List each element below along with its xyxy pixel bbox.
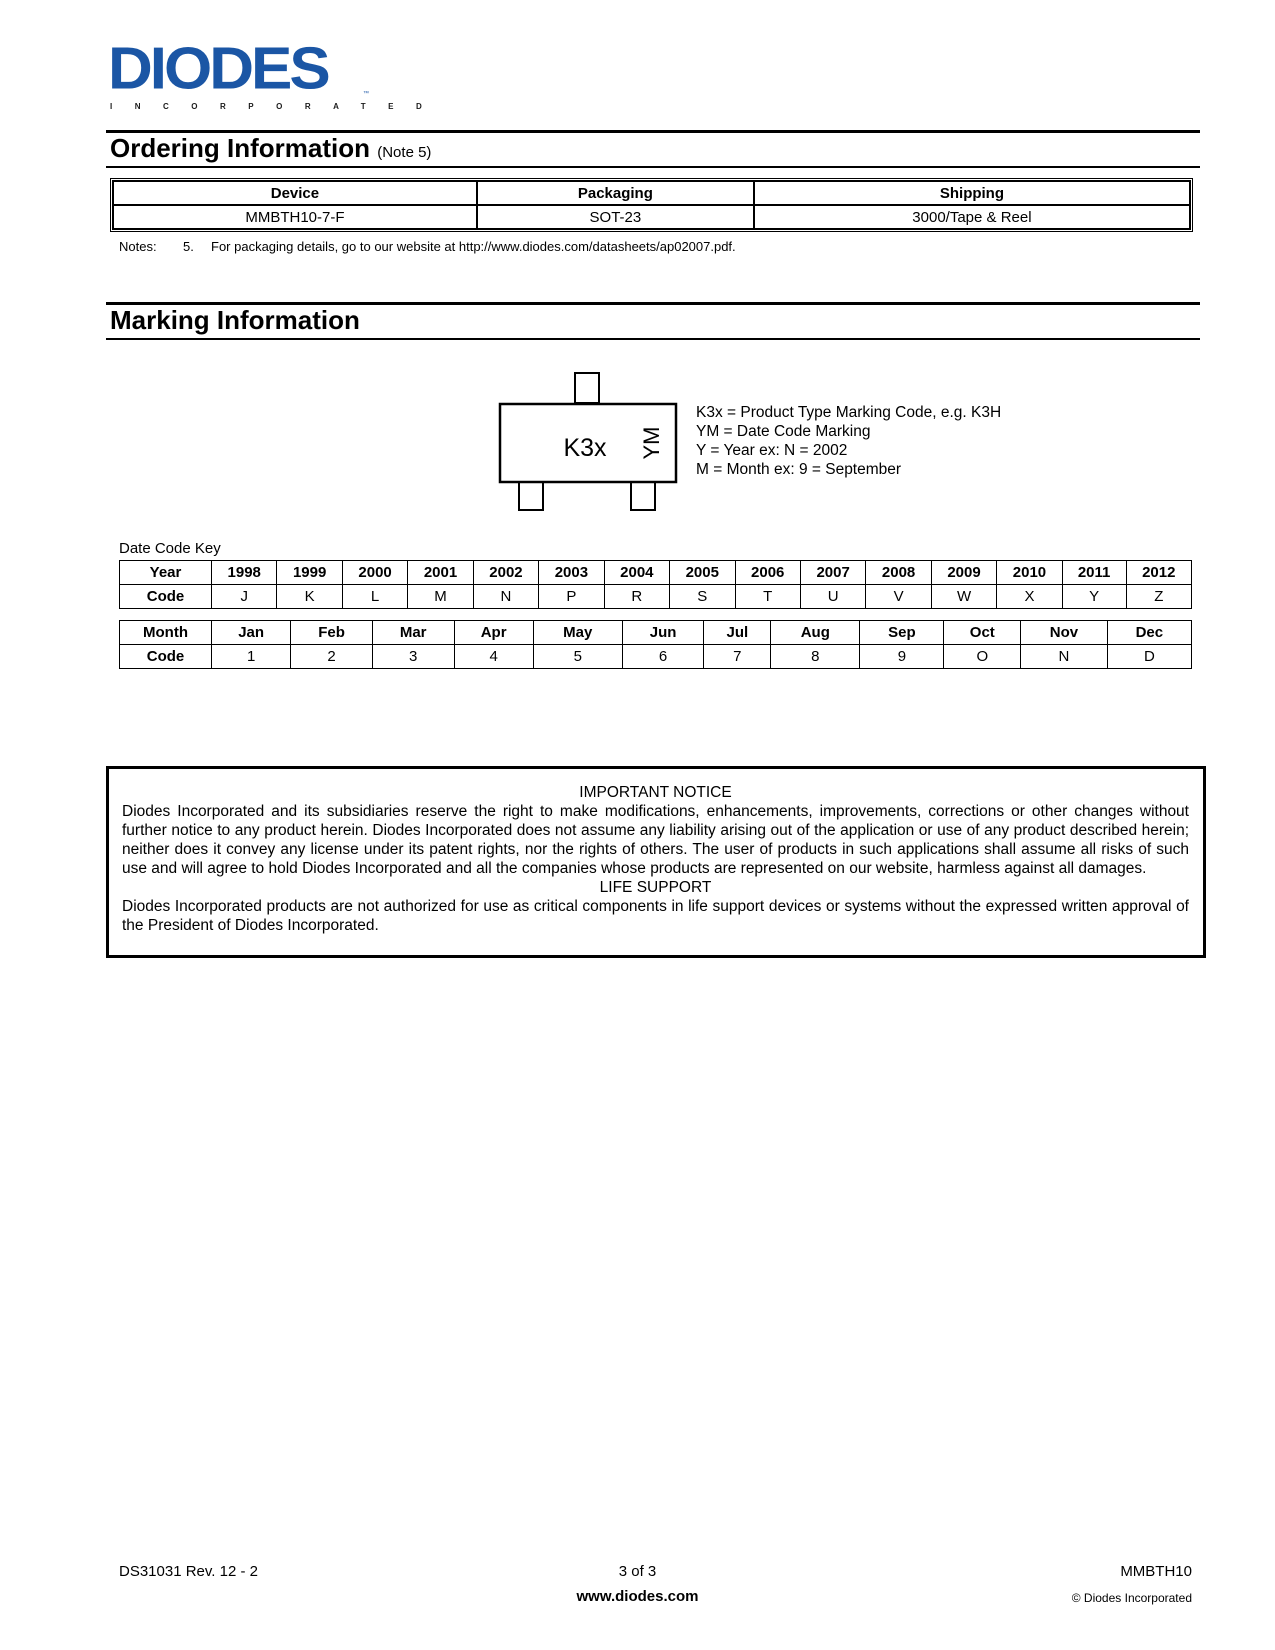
month-cell: Jun — [622, 621, 704, 645]
life-support-body: Diodes Incorporated products are not authorized for use as critical components in life support devices or systems without the expressed written approval of the President of Diodes Incorporated. — [122, 898, 1189, 934]
year-code-cell: Z — [1126, 585, 1191, 609]
year-cell: 2008 — [866, 561, 931, 585]
month-code-cell: 9 — [860, 645, 944, 669]
cell-packaging: SOT-23 — [477, 205, 754, 229]
marking-legend — [696, 403, 1001, 479]
month-cell: Feb — [291, 621, 373, 645]
ordering-notes — [119, 239, 736, 254]
year-code-cell: N — [473, 585, 538, 609]
month-cell: Apr — [454, 621, 533, 645]
ordering-title-text: Ordering Information — [110, 133, 370, 163]
month-code-cell: 3 — [372, 645, 454, 669]
year-code-cell: S — [670, 585, 735, 609]
diodes-logo — [108, 36, 445, 111]
legend-line: M = Month ex: 9 = September — [696, 461, 902, 478]
date-code-key-label: Date Code Key — [119, 540, 221, 557]
month-code-cell: 8 — [771, 645, 860, 669]
month-code-cell: O — [944, 645, 1021, 669]
marking-rule-bottom — [106, 338, 1200, 340]
year-label: Year — [120, 561, 212, 585]
year-cell: 2004 — [604, 561, 669, 585]
year-code-cell: L — [342, 585, 407, 609]
year-cell: 2012 — [1126, 561, 1191, 585]
year-cell: 2000 — [342, 561, 407, 585]
year-code-label: Code — [120, 585, 212, 609]
legend-line: Y = Year ex: N = 2002 — [696, 442, 848, 459]
month-code-cell: 7 — [704, 645, 771, 669]
year-code-table — [119, 560, 1192, 609]
year-cell: 2010 — [997, 561, 1062, 585]
year-cell: 2005 — [670, 561, 735, 585]
month-cell: Nov — [1021, 621, 1108, 645]
month-cell: Oct — [944, 621, 1021, 645]
year-cell: 2009 — [931, 561, 996, 585]
year-cell: 2006 — [735, 561, 800, 585]
header-packaging: Packaging — [477, 181, 754, 205]
year-cell: 2002 — [473, 561, 538, 585]
year-cell: 2001 — [408, 561, 473, 585]
life-support-title: LIFE SUPPORT — [599, 879, 712, 896]
marking-title: Marking Information — [110, 305, 360, 335]
pin-bottom-right — [631, 480, 655, 510]
month-cell: Jul — [704, 621, 771, 645]
month-code-cell: 4 — [454, 645, 533, 669]
ordering-title — [110, 133, 431, 168]
footer-doc-rev: DS31031 Rev. 12 - 2 — [119, 1563, 258, 1580]
important-notice-box — [106, 766, 1206, 958]
year-code-cell: U — [800, 585, 865, 609]
footer-part-number: MMBTH10 — [1120, 1563, 1192, 1580]
notes-label: Notes: — [119, 239, 157, 254]
year-code-cell: R — [604, 585, 669, 609]
pin-top — [575, 373, 599, 403]
package-marking-code: K3x — [563, 434, 607, 462]
year-code-cell: V — [866, 585, 931, 609]
cell-device: MMBTH10-7-F — [113, 205, 477, 229]
logo-wordmark: DIODES — [108, 36, 328, 102]
month-code-cell: 1 — [212, 645, 291, 669]
cell-shipping: 3000/Tape & Reel — [754, 205, 1190, 229]
year-cell: 2011 — [1062, 561, 1126, 585]
header-device: Device — [113, 181, 477, 205]
month-code-table — [119, 620, 1192, 669]
year-code-row — [120, 585, 1192, 609]
footer-website: www.diodes.com — [576, 1588, 699, 1605]
month-code-cell: 6 — [622, 645, 704, 669]
month-code-row — [120, 645, 1192, 669]
month-cell: Sep — [860, 621, 944, 645]
legend-line: K3x = Product Type Marking Code, e.g. K3H — [696, 404, 1002, 421]
header-shipping: Shipping — [754, 181, 1190, 205]
notice-title: IMPORTANT NOTICE — [579, 784, 732, 801]
year-code-cell: J — [212, 585, 277, 609]
month-cell: Mar — [372, 621, 454, 645]
ordering-table — [110, 178, 1193, 232]
ordering-rule-bottom — [106, 166, 1200, 168]
month-code-cell: N — [1021, 645, 1108, 669]
year-code-cell: K — [277, 585, 342, 609]
footer-page-number: 3 of 3 — [618, 1563, 657, 1580]
year-cell: 1999 — [277, 561, 342, 585]
year-code-cell: T — [735, 585, 800, 609]
year-cell: 2003 — [539, 561, 604, 585]
year-code-cell: P — [539, 585, 604, 609]
sot23-package-diagram — [495, 372, 685, 514]
month-cell: Jan — [212, 621, 291, 645]
ordering-data-row — [113, 205, 1190, 229]
year-code-cell: Y — [1062, 585, 1126, 609]
month-code-cell: 2 — [291, 645, 373, 669]
logo-trademark: ™ — [363, 91, 369, 97]
notice-body: Diodes Incorporated and its subsidiaries reserve the right to make modifications, enhancements, improvements, corrections or other changes without further notice to any product herein. Diodes Incorporated does not assume any liability arising out of the application or use of any product described herein; neither does it convey any license under its patent rights, nor the rights of others. The user of products in such applications shall assume all risks of such use and will agree to hold Diodes Incorporated and all the companies whose products are represented on our website, harmless against all damages. — [122, 803, 1189, 877]
ordering-header-row — [113, 181, 1190, 205]
year-cell: 1998 — [212, 561, 277, 585]
year-code-cell: M — [408, 585, 473, 609]
year-row — [120, 561, 1192, 585]
ordering-note-ref: (Note 5) — [377, 144, 432, 161]
month-label: Month — [120, 621, 212, 645]
month-code-cell: 5 — [533, 645, 622, 669]
month-cell: May — [533, 621, 622, 645]
logo-subtitle: INCORPORATED — [110, 102, 445, 111]
month-cell: Dec — [1107, 621, 1191, 645]
footer-copyright: © Diodes Incorporated — [1071, 1591, 1192, 1605]
package-date-code: YM — [638, 426, 664, 460]
month-code-label: Code — [120, 645, 212, 669]
month-row — [120, 621, 1192, 645]
note-number: 5. — [183, 239, 194, 254]
pin-bottom-left — [519, 480, 543, 510]
year-code-cell: X — [997, 585, 1062, 609]
year-code-cell: W — [931, 585, 996, 609]
year-cell: 2007 — [800, 561, 865, 585]
legend-line: YM = Date Code Marking — [696, 423, 871, 440]
month-cell: Aug — [771, 621, 860, 645]
note-text: For packaging details, go to our website at http://www.diodes.com/datasheets/ap02007.pdf. — [211, 239, 736, 254]
month-code-cell: D — [1107, 645, 1191, 669]
